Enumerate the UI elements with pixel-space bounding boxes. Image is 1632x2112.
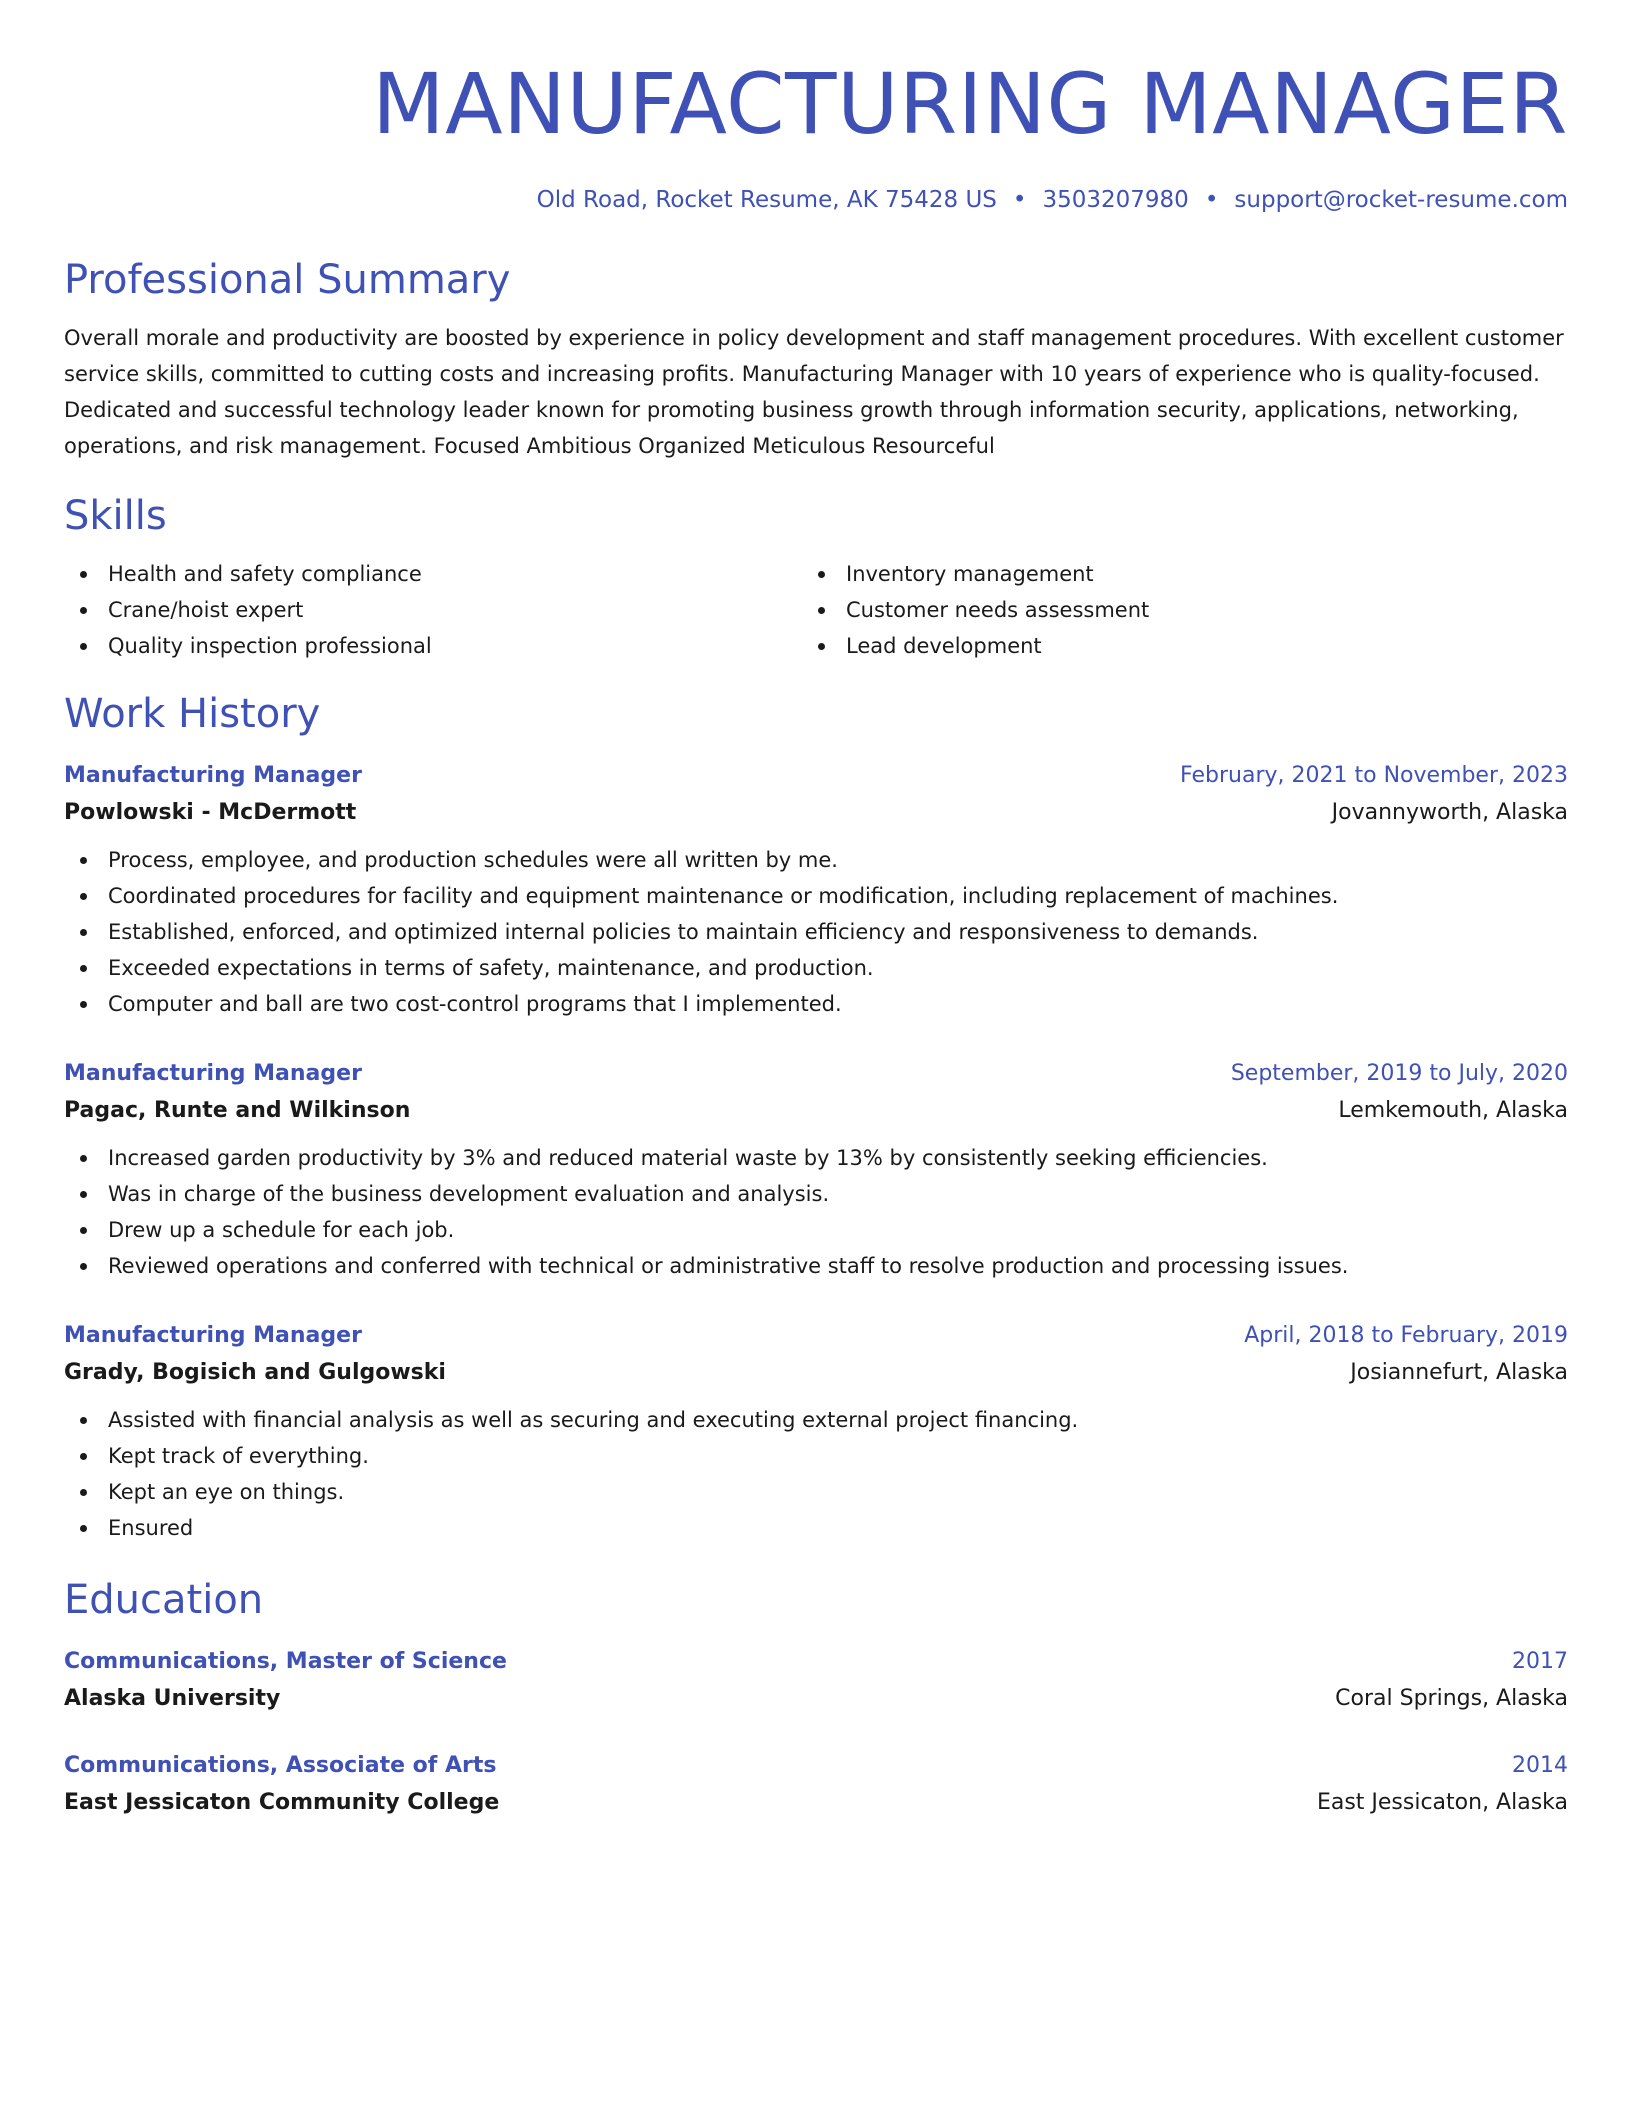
job-title-row	[64, 1056, 1568, 1092]
job-company-row	[64, 794, 1568, 832]
job-role: Manufacturing Manager	[64, 1061, 362, 1086]
education-degree: Communications, Associate of Arts	[64, 1753, 497, 1778]
job-role: Manufacturing Manager	[64, 763, 362, 788]
job-bullet: Reviewed operations and conferred with technical or administrative staff to resolve production and processing issues.	[64, 1248, 1568, 1284]
contact-phone: 3503207980	[1042, 187, 1189, 213]
job-dates: February, 2021 to November, 2023	[1180, 763, 1568, 788]
job-role: Manufacturing Manager	[64, 1323, 362, 1348]
education-location: East Jessicaton, Alaska	[1316, 1790, 1568, 1815]
work-history-heading: Work History	[64, 691, 321, 737]
contact-separator: •	[1204, 187, 1219, 213]
skill-item: Inventory management	[802, 556, 1540, 592]
skill-item: Crane/hoist expert	[64, 592, 802, 628]
summary-text: Overall morale and productivity are boosted by experience in policy development and staff management procedures. With excellent customer service skills, committed to cutting costs and increasing profits. Manufacturing Manager with 10 years of experience who is quality-focused. Dedicated and successful technology leader known for promoting business growth through information security, applications, networking, operations, and risk management. Focused Ambitious Organized Meticulous Resourceful	[64, 326, 1564, 458]
education-school: East Jessicaton Community College	[64, 1790, 500, 1815]
skills-column-right	[802, 556, 1540, 664]
job-company-row	[64, 1092, 1568, 1130]
contact-separator: •	[1012, 187, 1027, 213]
resume-header	[64, 56, 1568, 216]
skills-column-left	[64, 556, 802, 664]
job-title-row	[64, 758, 1568, 794]
resume-name: MANUFACTURING MANAGER	[372, 55, 1568, 153]
job-bullet: Kept track of everything.	[64, 1438, 1568, 1474]
skill-item: Customer needs assessment	[802, 592, 1540, 628]
job-title-row	[64, 1318, 1568, 1354]
job-company: Grady, Bogisich and Gulgowski	[64, 1360, 446, 1385]
job-bullet: Drew up a schedule for each job.	[64, 1212, 1568, 1248]
job-entry	[64, 758, 1568, 1022]
education-year: 2017	[1512, 1649, 1568, 1674]
skills-grid	[64, 556, 1568, 664]
job-location: Josiannefurt, Alaska	[1350, 1360, 1568, 1385]
job-bullet: Increased garden productivity by 3% and reduced material waste by 13% by consistently seeking efficiencies.	[64, 1140, 1568, 1176]
job-company-row	[64, 1354, 1568, 1392]
job-bullet: Kept an eye on things.	[64, 1474, 1568, 1510]
contact-address: Old Road, Rocket Resume, AK 75428 US	[536, 187, 997, 213]
job-company: Powlowski - McDermott	[64, 800, 357, 825]
contact-line	[64, 184, 1568, 216]
education-entry	[64, 1644, 1568, 1718]
skill-item: Health and safety compliance	[64, 556, 802, 592]
job-company: Pagac, Runte and Wilkinson	[64, 1098, 411, 1123]
job-bullet: Was in charge of the business development evaluation and analysis.	[64, 1176, 1568, 1212]
job-bullet: Ensured	[64, 1510, 1568, 1546]
job-bullet: Exceeded expectations in terms of safety, maintenance, and production.	[64, 950, 1568, 986]
education-heading: Education	[64, 1577, 264, 1623]
job-dates: September, 2019 to July, 2020	[1230, 1061, 1568, 1086]
job-entry	[64, 1318, 1568, 1546]
education-entry	[64, 1748, 1568, 1822]
education-degree: Communications, Master of Science	[64, 1649, 507, 1674]
skill-item: Lead development	[802, 628, 1540, 664]
job-bullets	[64, 842, 1568, 1022]
job-bullet: Assisted with financial analysis as well as securing and executing external project financing.	[64, 1402, 1568, 1438]
education-degree-row	[64, 1644, 1568, 1680]
job-bullet: Established, enforced, and optimized internal policies to maintain efficiency and responsiveness to demands.	[64, 914, 1568, 950]
job-bullets	[64, 1140, 1568, 1284]
contact-email: support@rocket-resume.com	[1234, 187, 1568, 213]
summary-heading: Professional Summary	[64, 257, 511, 303]
education-school-row	[64, 1784, 1568, 1822]
job-location: Lemkemouth, Alaska	[1338, 1098, 1568, 1123]
skill-item: Quality inspection professional	[64, 628, 802, 664]
education-school: Alaska University	[64, 1686, 281, 1711]
job-bullet: Computer and ball are two cost-control programs that I implemented.	[64, 986, 1568, 1022]
education-year: 2014	[1512, 1753, 1568, 1778]
education-degree-row	[64, 1748, 1568, 1784]
education-school-row	[64, 1680, 1568, 1718]
job-bullet: Process, employee, and production schedules were all written by me.	[64, 842, 1568, 878]
skills-heading: Skills	[64, 493, 167, 539]
job-bullet: Coordinated procedures for facility and equipment maintenance or modification, including replacement of machines.	[64, 878, 1568, 914]
job-dates: April, 2018 to February, 2019	[1244, 1323, 1568, 1348]
job-entry	[64, 1056, 1568, 1284]
job-bullets	[64, 1402, 1568, 1546]
job-location: Jovannyworth, Alaska	[1331, 800, 1568, 825]
education-location: Coral Springs, Alaska	[1335, 1686, 1568, 1711]
